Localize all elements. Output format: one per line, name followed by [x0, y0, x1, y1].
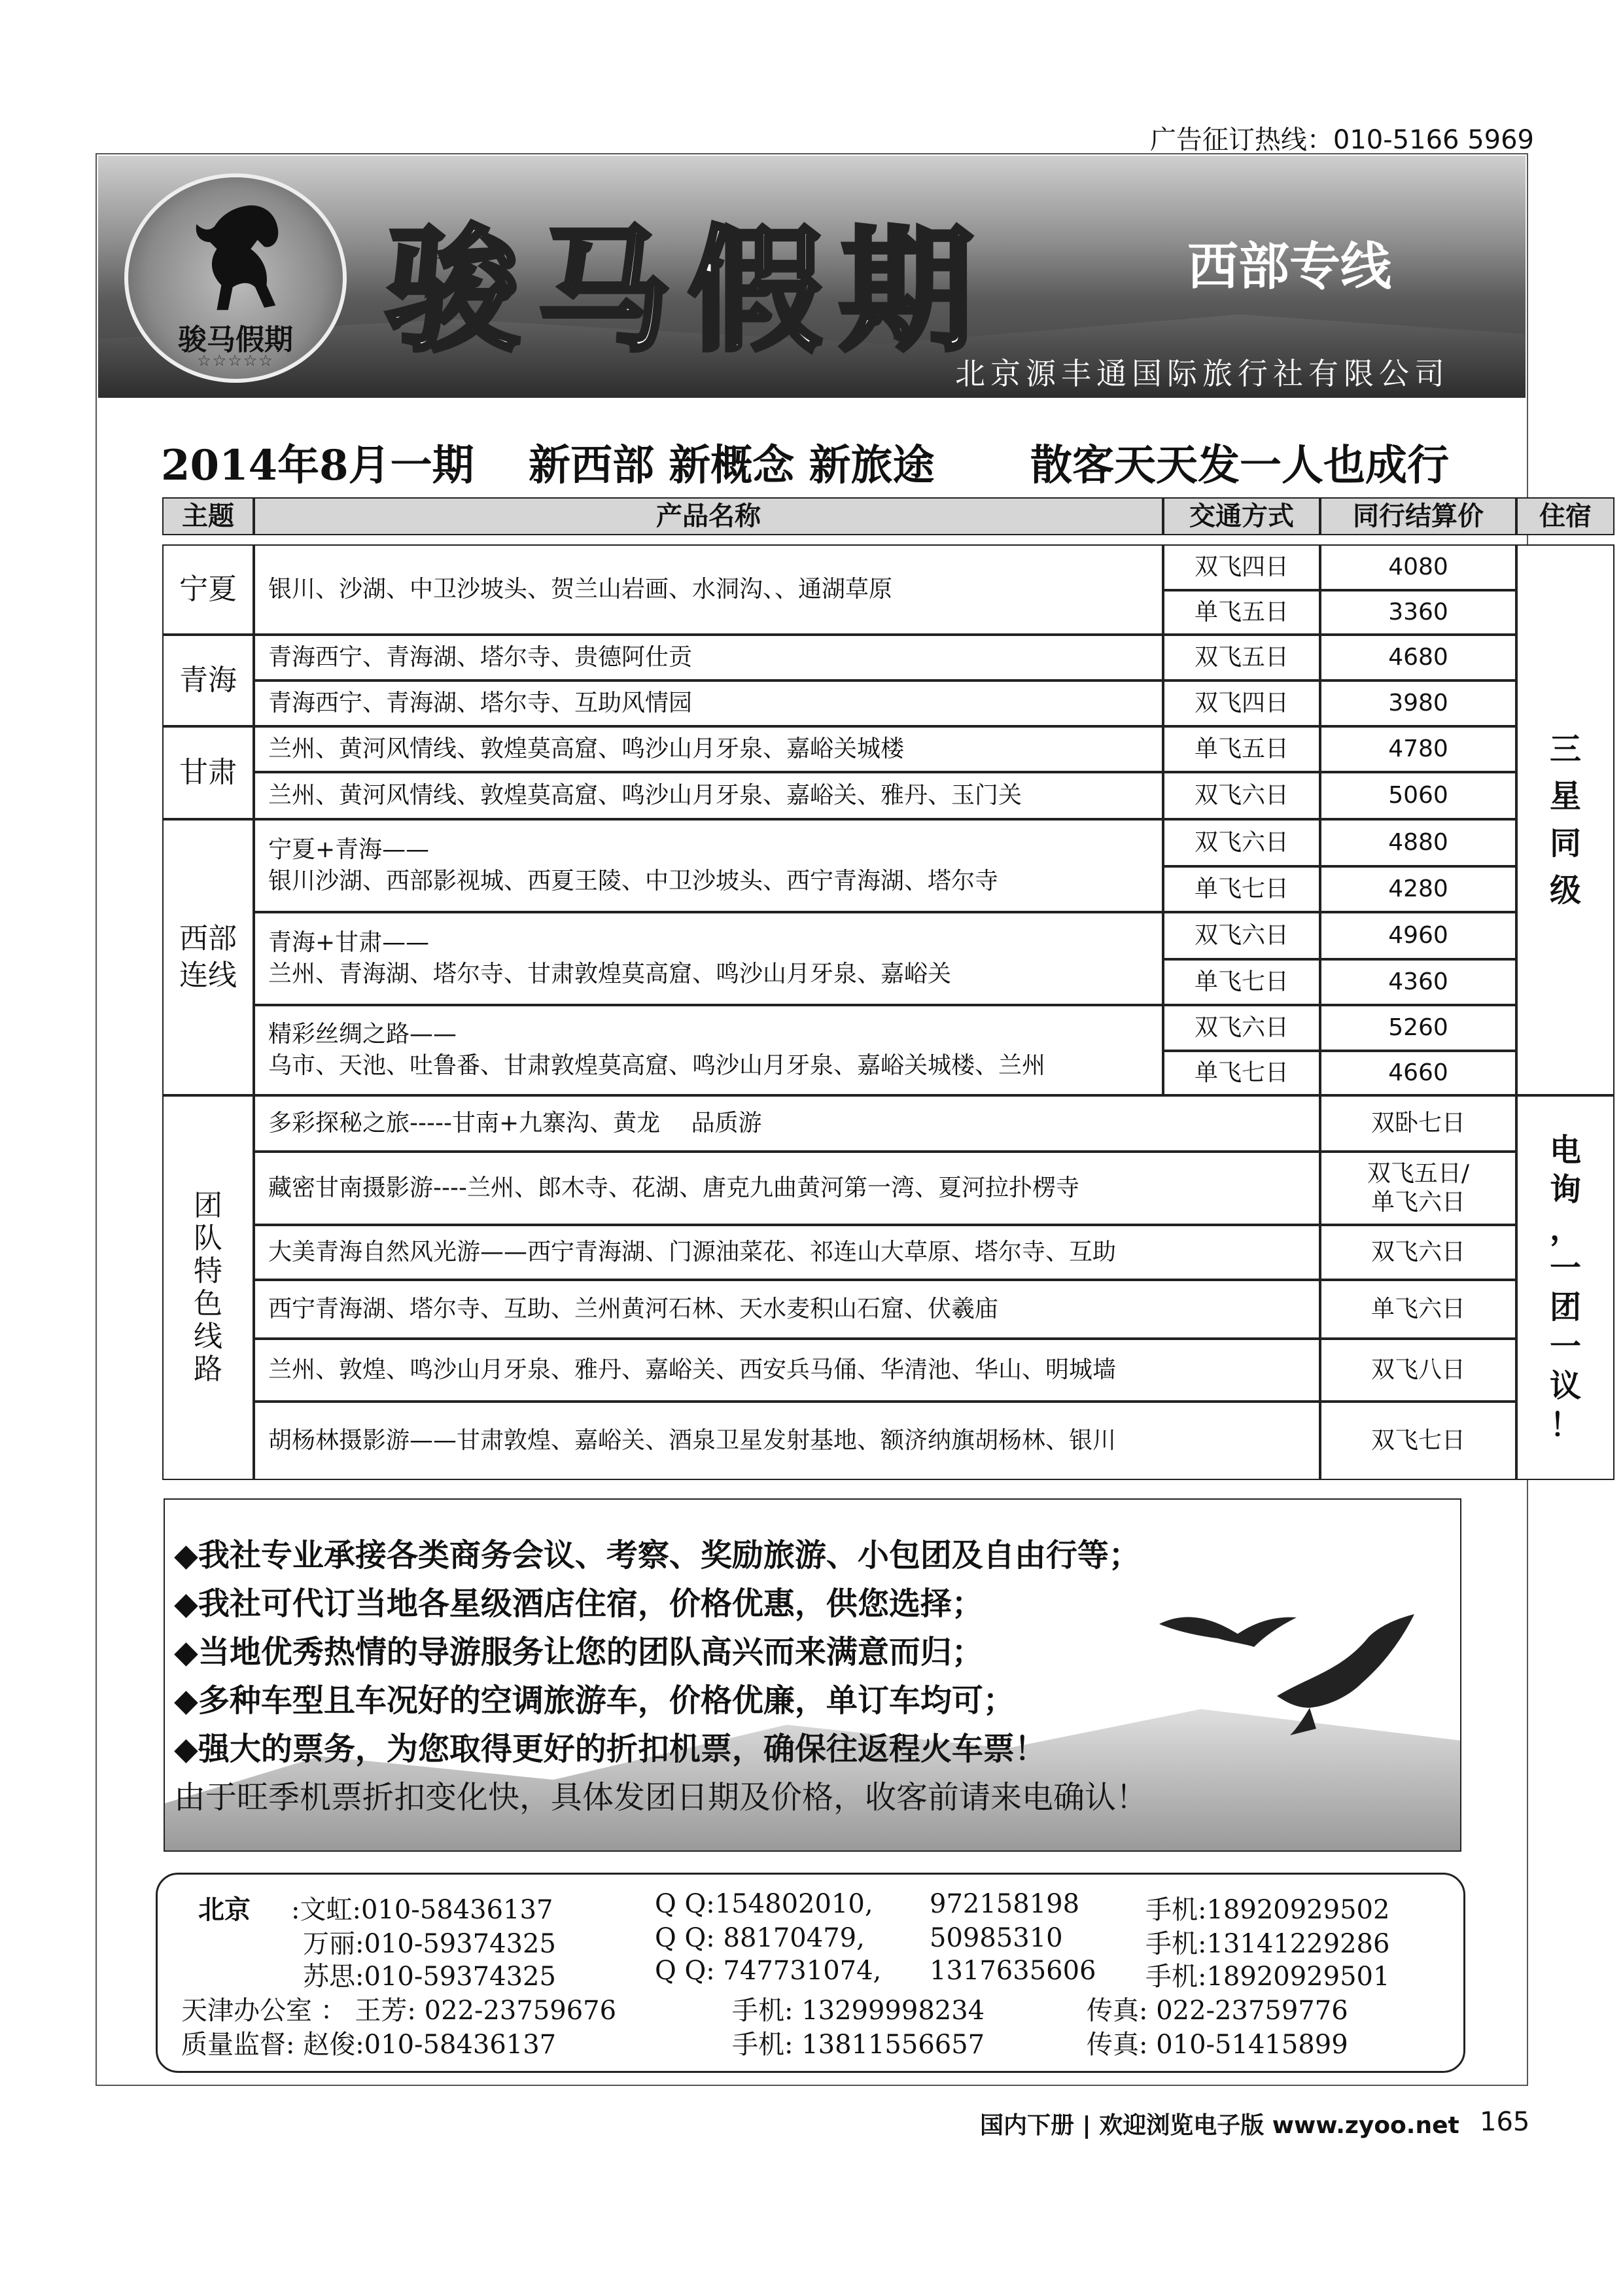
region-west-combo: 西部 连线 [162, 819, 254, 1095]
contact-qq: Q Q:154802010, [655, 1889, 873, 1919]
group-transport-cell: 双卧七日 [1320, 1095, 1516, 1152]
service-item: ◆我社专业承接各类商务会议、考察、奖励旅游、小包团及自由行等； [174, 1537, 1140, 1574]
header-theme: 主题 [162, 497, 254, 535]
tianjin-fax: 传真: 022-23759776 [1087, 1996, 1348, 2026]
price-cell: 4780 [1320, 726, 1516, 772]
service-item: ◆我社可代订当地各星级酒店住宿，价格优惠，供您选择； [174, 1585, 983, 1622]
header-price: 同行结算价 [1320, 497, 1516, 535]
footer-text: 国内下册 | 欢迎浏览电子版 www.zyoo.net [980, 2112, 1459, 2139]
service-list [174, 1531, 1147, 1822]
product-row: 精彩丝绸之路—— 乌市、天池、吐鲁番、甘肃敦煌莫高窟、鸣沙山月牙泉、嘉峪关城楼、兰州 [254, 1005, 1163, 1095]
group-product-row: 西宁青海湖、塔尔寺、互助、兰州黄河石林、天水麦积山石窟、伏羲庙 [254, 1280, 1320, 1339]
page-number-text: 165 [1480, 2107, 1530, 2137]
contact-mobile: 手机:18920929502 [1145, 1895, 1390, 1925]
logo-text: 骏马假期 [178, 323, 293, 357]
header-product: 产品名称 [254, 497, 1163, 535]
transport-cell: 双飞六日 [1163, 912, 1320, 959]
price-cell: 4880 [1320, 819, 1516, 866]
lodging-inquiry [1516, 1095, 1614, 1480]
product-row: 宁夏+青海—— 银川沙湖、西部影视城、西夏王陵、中卫沙坡头、西宁青海湖、塔尔寺 [254, 819, 1163, 912]
horse-icon [181, 197, 298, 321]
contact-box [156, 1873, 1465, 2073]
product-row: 兰州、黄河风情线、敦煌莫高窟、鸣沙山月牙泉、嘉峪关、雅丹、玉门关 [254, 772, 1163, 819]
lodging-inquiry-text: 电 询 ， 一 团 一 议 ！ [1549, 1132, 1581, 1443]
service-item: ◆当地优秀热情的导游服务让您的团队高兴而来满意而归； [174, 1634, 983, 1670]
contact-qq: Q Q: 88170479, [655, 1923, 865, 1953]
contact-person: 苏思:010-59374325 [303, 1962, 556, 1992]
agency-name: 北京源丰通国际旅行社有限公司 [955, 356, 1450, 391]
price-cell: 4960 [1320, 912, 1516, 959]
beijing-label: 北京 [198, 1894, 251, 1925]
region-qinghai: 青海 [162, 635, 254, 726]
group-transport-cell: 双飞七日 [1320, 1402, 1516, 1480]
price-cell: 5060 [1320, 772, 1516, 819]
banner-subtitle: 西部专线 [1187, 238, 1392, 296]
product-row: 青海西宁、青海湖、塔尔寺、互助风情园 [254, 680, 1163, 726]
eagle-icon [1146, 1598, 1421, 1748]
contact-qq2: 1317635606 [930, 1956, 1096, 1986]
transport-cell: 单飞七日 [1163, 866, 1320, 912]
transport-cell: 单飞七日 [1163, 959, 1320, 1005]
group-product-row: 大美青海自然风光游——西宁青海湖、门源油菜花、祁连山大草原、塔尔寺、互助 [254, 1225, 1320, 1280]
product-row: 青海西宁、青海湖、塔尔寺、贵德阿仕贡 [254, 635, 1163, 680]
tianjin-mobile: 手机: 13299998234 [732, 1996, 985, 2026]
contact-mobile: 手机:18920929501 [1145, 1962, 1390, 1992]
product-row: 兰州、黄河风情线、敦煌莫高窟、鸣沙山月牙泉、嘉峪关城楼 [254, 726, 1163, 772]
services-box [164, 1498, 1461, 1852]
price-cell: 4080 [1320, 544, 1516, 590]
brand-title: 骏马假期 [386, 213, 990, 370]
group-product-row: 多彩探秘之旅-----甘南+九寨沟、黄龙 品质游 [254, 1095, 1320, 1152]
quality-mobile: 手机: 13811556657 [732, 2030, 985, 2060]
transport-cell: 单飞五日 [1163, 726, 1320, 772]
slogan-right: 散客天天发一人也成行 [1030, 441, 1449, 490]
group-transport-cell: 单飞六日 [1320, 1280, 1516, 1339]
product-row: 银川、沙湖、中卫沙坡头、贺兰山岩画、水洞沟、、通湖草原 [254, 544, 1163, 635]
price-cell: 4280 [1320, 866, 1516, 912]
header-transport: 交通方式 [1163, 497, 1320, 535]
price-cell: 4360 [1320, 959, 1516, 1005]
transport-cell: 双飞四日 [1163, 544, 1320, 590]
group-product-row: 藏密甘南摄影游----兰州、郎木寺、花湖、唐克九曲黄河第一湾、夏河拉扑楞寺 [254, 1152, 1320, 1225]
header-lodging: 住宿 [1516, 497, 1614, 535]
contact-mobile: 手机:13141229286 [1145, 1929, 1390, 1959]
transport-cell: 单飞五日 [1163, 590, 1320, 635]
logo-stars: ☆☆☆☆☆ [197, 351, 274, 370]
service-item: ◆强大的票务，为您取得更好的折扣机票，确保往返程火车票！ [174, 1731, 1046, 1767]
service-item: ◆多种车型且车况好的空调旅游车，价格优廉，单订车均可； [174, 1682, 1015, 1719]
product-row: 青海+甘肃—— 兰州、青海湖、塔尔寺、甘肃敦煌莫高窟、鸣沙山月牙泉、嘉峪关 [254, 912, 1163, 1005]
service-note: 由于旺季机票折扣变化快，具体发团日期及价格，收客前请来电确认！ [174, 1779, 1148, 1816]
group-transport-cell: 双飞六日 [1320, 1225, 1516, 1280]
contact-qq2: 972158198 [930, 1889, 1080, 1919]
slogan-middle: 新西部 新概念 新旅途 [529, 441, 935, 490]
transport-cell: 双飞六日 [1163, 819, 1320, 866]
contact-person: 万丽:010-59374325 [303, 1929, 556, 1959]
page-number [1480, 2107, 1529, 2137]
price-cell: 3980 [1320, 680, 1516, 726]
price-cell: 4660 [1320, 1051, 1516, 1095]
price-cell: 4680 [1320, 635, 1516, 680]
contact-qq2: 50985310 [930, 1923, 1063, 1953]
logo [124, 173, 347, 383]
group-transport-cell: 双飞八日 [1320, 1339, 1516, 1402]
transport-cell: 双飞六日 [1163, 1005, 1320, 1051]
tianjin-office: 天津办公室 ： 王芳: 022-23759676 [181, 1996, 617, 2026]
transport-cell: 双飞六日 [1163, 772, 1320, 819]
transport-cell: 双飞五日 [1163, 635, 1320, 680]
price-cell: 3360 [1320, 590, 1516, 635]
price-cell: 5260 [1320, 1005, 1516, 1051]
quality-fax: 传真: 010-51415899 [1087, 2030, 1348, 2060]
region-ningxia: 宁夏 [162, 544, 254, 635]
issue-label: 2014年8月一期 [161, 441, 474, 490]
ad-hotline: 广告征订热线：010-5166 5969 [1149, 125, 1534, 155]
group-transport-cell: 双飞五日/ 单飞六日 [1320, 1152, 1516, 1225]
lodging-standard [1516, 544, 1614, 1095]
region-group-tours: 团 队 特 色 线 路 [162, 1095, 254, 1480]
lodging-standard-text: 三 星 同 级 [1549, 731, 1581, 909]
group-product-row: 胡杨林摄影游——甘肃敦煌、嘉峪关、酒泉卫星发射基地、额济纳旗胡杨林、银川 [254, 1402, 1320, 1480]
transport-cell: 单飞七日 [1163, 1051, 1320, 1095]
contact-person: :文虹:010-58436137 [291, 1895, 553, 1925]
region-gansu: 甘肃 [162, 726, 254, 819]
group-product-row: 兰州、敦煌、鸣沙山月牙泉、雅丹、嘉峪关、西安兵马俑、华清池、华山、明城墙 [254, 1339, 1320, 1402]
quality-supervisor: 质量监督: 赵俊:010-58436137 [181, 2030, 557, 2060]
transport-cell: 双飞四日 [1163, 680, 1320, 726]
contact-qq: Q Q: 747731074, [655, 1956, 882, 1986]
